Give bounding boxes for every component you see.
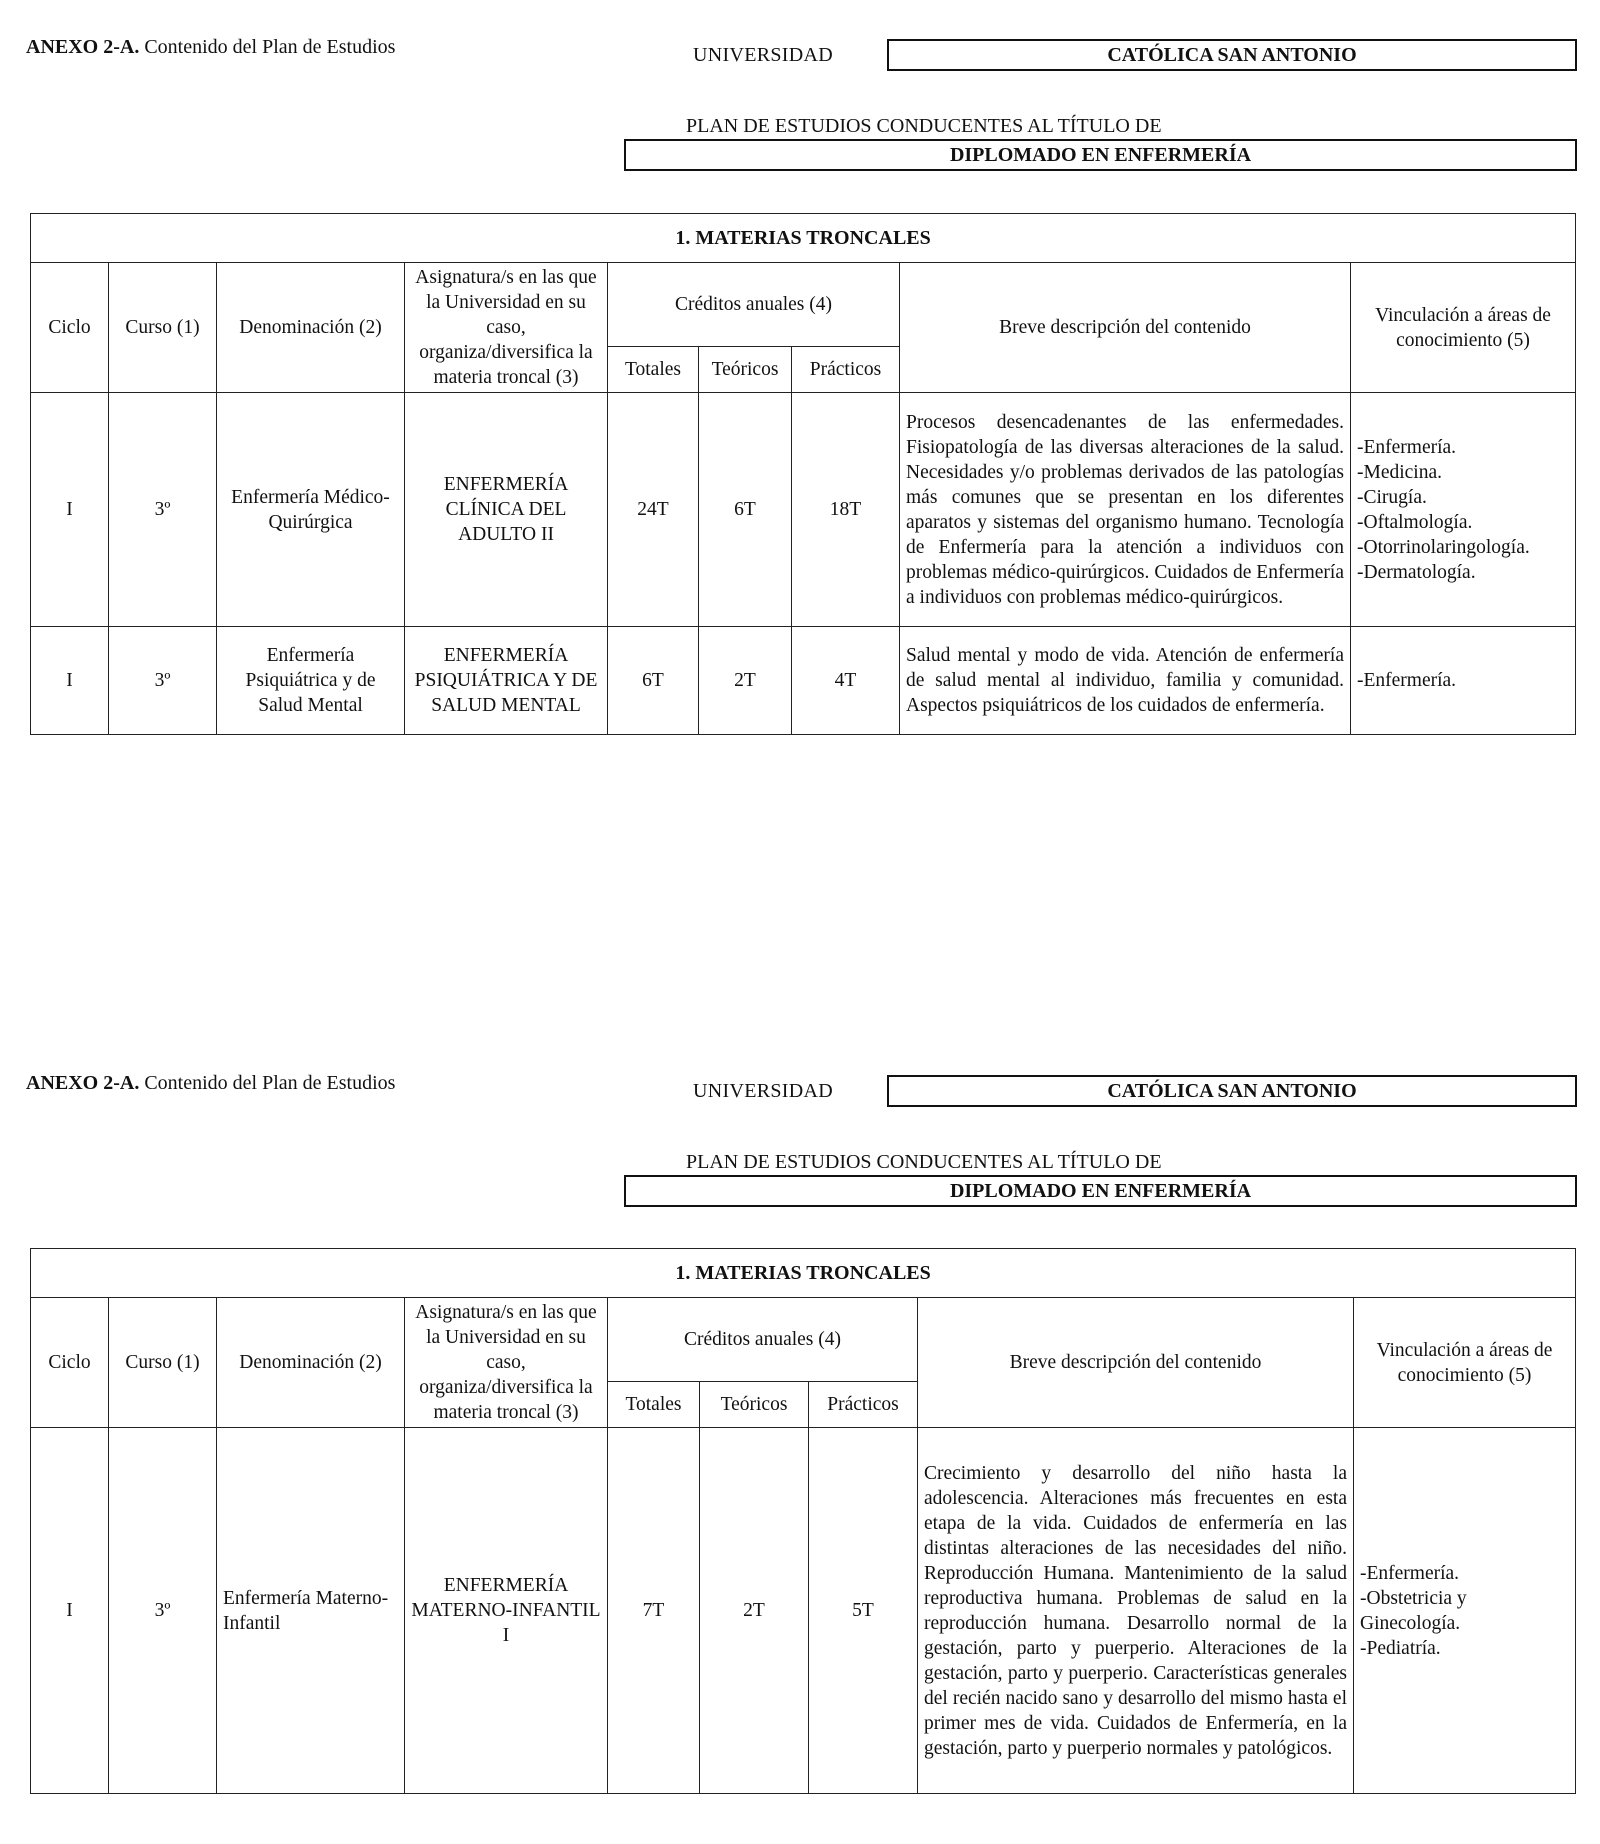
area-item: -Enfermería. [1357, 670, 1457, 691]
header-teoricos: Teóricos [700, 1382, 809, 1428]
annex-heading: ANEXO 2-A. Contenido del Plan de Estudios [26, 36, 396, 58]
area-item: -Enfermería. [1360, 1562, 1460, 1584]
header-asignatura: Asignatura/s en las que la Universidad en su caso, organiza/diversifica la materia troncal (3) [405, 1298, 608, 1428]
university-label: UNIVERSIDAD [693, 44, 833, 66]
area-item: -Enfermería. [1357, 436, 1457, 458]
cell-teoricos: 2T [700, 1428, 809, 1794]
cell-descripcion: Salud mental y modo de vida. Atención de enfermería de salud mental al individuo, familia y comunidad. Aspectos psiquiátricos de los cuidados de enfermería. [900, 627, 1351, 735]
header-teoricos: Teóricos [699, 347, 792, 393]
degree-title-box: DIPLOMADO EN ENFERMERÍA [624, 139, 1577, 171]
area-item: -Cirugía. [1357, 486, 1427, 508]
table-row [31, 627, 1576, 735]
header-denominacion: Denominación (2) [217, 263, 405, 393]
header-asignatura: Asignatura/s en las que la Universidad en su caso, organiza/diversifica la materia troncal (3) [405, 263, 608, 393]
cell-asignatura: ENFERMERÍA MATERNO-INFANTIL I [405, 1428, 608, 1794]
header-denominacion: Denominación (2) [217, 1298, 405, 1428]
cell-denominacion: Enfermería Médico-Quirúrgica [217, 393, 405, 627]
header-descripcion: Breve descripción del contenido [900, 263, 1351, 393]
header-practicos: Prácticos [809, 1382, 918, 1428]
header-totales: Totales [608, 1382, 700, 1428]
cell-asignatura: ENFERMERÍA CLÍNICA DEL ADULTO II [405, 393, 608, 627]
cell-totales: 24T [608, 393, 699, 627]
cell-practicos: 18T [792, 393, 900, 627]
annex-heading: ANEXO 2-A. Contenido del Plan de Estudios [26, 1072, 396, 1094]
cell-practicos: 5T [809, 1428, 918, 1794]
cell-asignatura: ENFERMERÍA PSIQUIÁTRICA Y DE SALUD MENTAL [405, 627, 608, 735]
header-creditos: Créditos anuales (4) [608, 263, 900, 347]
header-totales: Totales [608, 347, 699, 393]
table-row [31, 393, 1576, 627]
header-practicos: Prácticos [792, 347, 900, 393]
university-label: UNIVERSIDAD [693, 1080, 833, 1102]
cell-totales: 6T [608, 627, 699, 735]
degree-title-box: DIPLOMADO EN ENFERMERÍA [624, 1175, 1577, 1207]
cell-denominacion: Enfermería Materno-Infantil [217, 1428, 405, 1794]
cell-areas [1351, 627, 1576, 735]
header-vinculacion: Vinculación a áreas de conocimiento (5) [1351, 263, 1576, 393]
cell-descripcion: Procesos desencadenantes de las enfermedades. Fisiopatología de las diversas alteraciones de la salud. Necesidades y/o problemas derivados de las patologías más comunes que se presentan en los diferentes aparatos y sistemas del organismo humano. Tecnología de Enfermería para la atención a individuos con problemas médico-quirúrgicos. Cuidados de Enfermería a individuos con problemas médico-quirúrgicos. [900, 393, 1351, 627]
plan-label: PLAN DE ESTUDIOS CONDUCENTES AL TÍTULO DE [686, 115, 1162, 137]
cell-practicos: 4T [792, 627, 900, 735]
header-descripcion: Breve descripción del contenido [918, 1298, 1354, 1428]
cell-curso: 3º [109, 1428, 217, 1794]
header-ciclo: Ciclo [31, 1298, 109, 1428]
cell-areas [1354, 1428, 1576, 1794]
header-creditos: Créditos anuales (4) [608, 1298, 918, 1382]
cell-descripcion: Crecimiento y desarrollo del niño hasta la adolescencia. Alteraciones más frecuentes en esta etapa de la vida. Cuidados de enfermería en las distintas alteraciones de las necesidades del niño. Reproducción Humana. Mantenimiento de la salud reproductiva humana. Problemas de salud en la reproducción humana. Desarrollo normal de la gestación, parto y puerperio. Alteraciones de la gestación, parto y puerperio. Características generales del recién nacido sano y desarrollo del mismo hasta el primer mes de vida. Cuidados de Enfermería, en la gestación, parto y puerperio normales y patológicos. [918, 1428, 1354, 1794]
cell-curso: 3º [109, 627, 217, 735]
header-curso: Curso (1) [109, 263, 217, 393]
header-vinculacion: Vinculación a áreas de conocimiento (5) [1354, 1298, 1576, 1428]
cell-ciclo: I [31, 1428, 109, 1794]
cell-ciclo: I [31, 393, 109, 627]
cell-curso: 3º [109, 393, 217, 627]
cell-teoricos: 6T [699, 393, 792, 627]
cell-denominacion: Enfermería Psiquiátrica y de Salud Mental [217, 627, 405, 735]
section-title: 1. MATERIAS TRONCALES [31, 214, 1576, 263]
cell-totales: 7T [608, 1428, 700, 1794]
section-title: 1. MATERIAS TRONCALES [31, 1249, 1576, 1298]
table-row [31, 1428, 1576, 1794]
area-item: -Obstetricia y Ginecología. [1360, 1587, 1467, 1634]
materias-table [30, 1248, 1576, 1794]
header-curso: Curso (1) [109, 1298, 217, 1428]
university-name-box: CATÓLICA SAN ANTONIO [887, 1075, 1577, 1107]
cell-teoricos: 2T [699, 627, 792, 735]
plan-label: PLAN DE ESTUDIOS CONDUCENTES AL TÍTULO DE [686, 1151, 1162, 1173]
area-item: -Oftalmología. [1357, 511, 1473, 533]
cell-areas [1351, 393, 1576, 627]
area-item: -Pediatría. [1360, 1637, 1441, 1659]
university-name-box: CATÓLICA SAN ANTONIO [887, 39, 1577, 71]
header-ciclo: Ciclo [31, 263, 109, 393]
materias-table [30, 213, 1576, 735]
area-item: -Dermatología. [1357, 561, 1476, 583]
area-item: -Medicina. [1357, 461, 1443, 483]
cell-ciclo: I [31, 627, 109, 735]
area-item: -Otorrinolaringología. [1357, 536, 1530, 558]
